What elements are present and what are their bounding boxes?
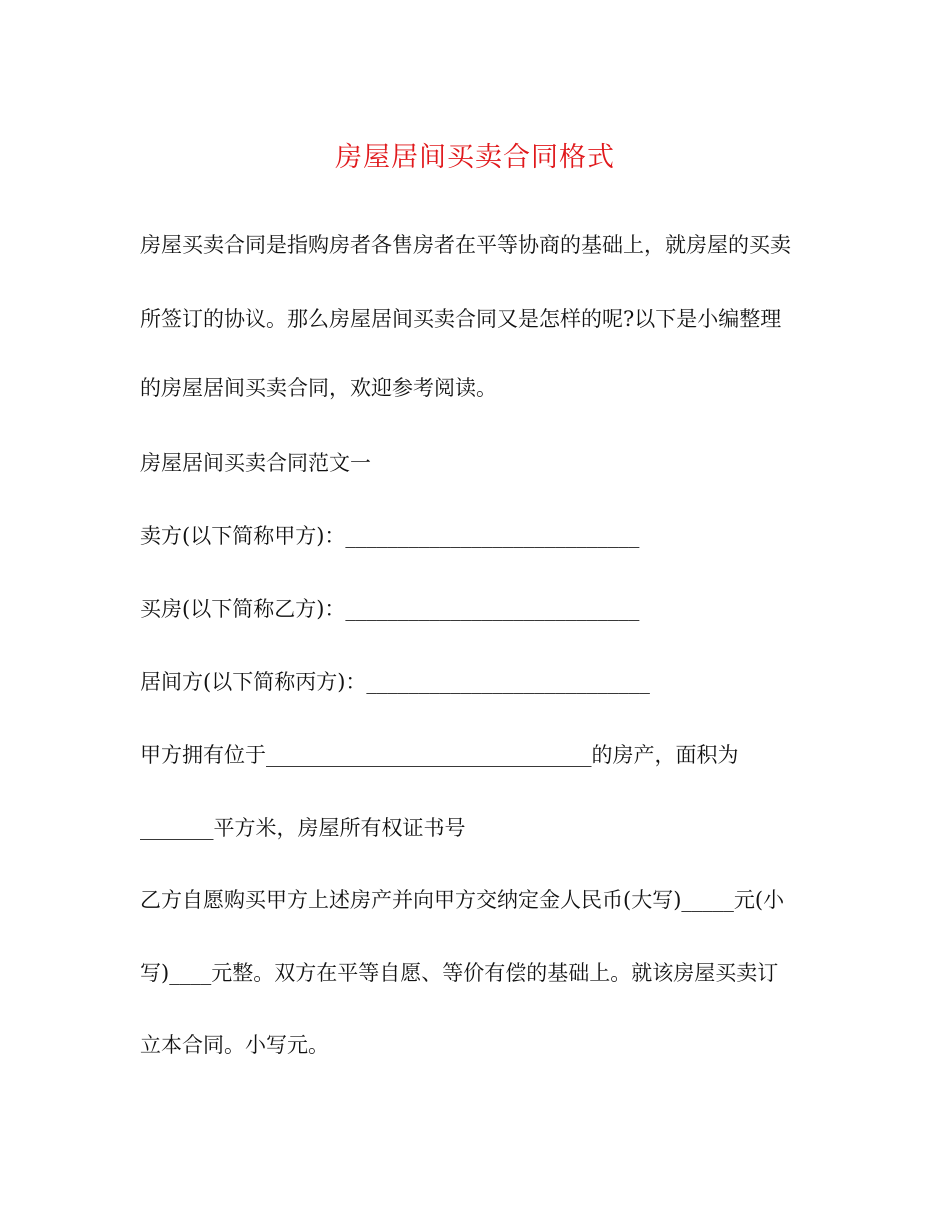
section-heading: 房屋居间买卖合同范文一 [140,451,371,475]
intermediary-field-line: 居间方(以下简称丙方)：___________________________ [140,670,650,694]
paragraph-line: 的房屋居间买卖合同，欢迎参考阅读。 [140,376,497,400]
paragraph-line: 写)____元整。双方在平等自愿、等价有偿的基础上。就该房屋买卖订 [140,961,779,985]
property-location-line: 甲方拥有位于_______________________________的房产，面积为 [140,743,739,767]
area-certificate-line: _______平方米，房屋所有权证书号 [140,816,466,840]
paragraph-line: 所签订的协议。那么房屋居间买卖合同又是怎样的呢?以下是小编整理 [140,307,782,331]
paragraph-line: 房屋买卖合同是指购房者各售房者在平等协商的基础上，就房屋的买卖 [140,233,791,257]
paragraph-line: 乙方自愿购买甲方上述房产并向甲方交纳定金人民币(大写)_____元(小 [140,888,785,912]
document-title: 房屋居间买卖合同格式 [335,142,615,173]
seller-field-line: 卖方(以下简称甲方)：____________________________ [140,524,640,548]
paragraph-line: 立本合同。小写元。 [140,1033,329,1057]
buyer-field-line: 买房(以下简称乙方)：____________________________ [140,597,640,621]
